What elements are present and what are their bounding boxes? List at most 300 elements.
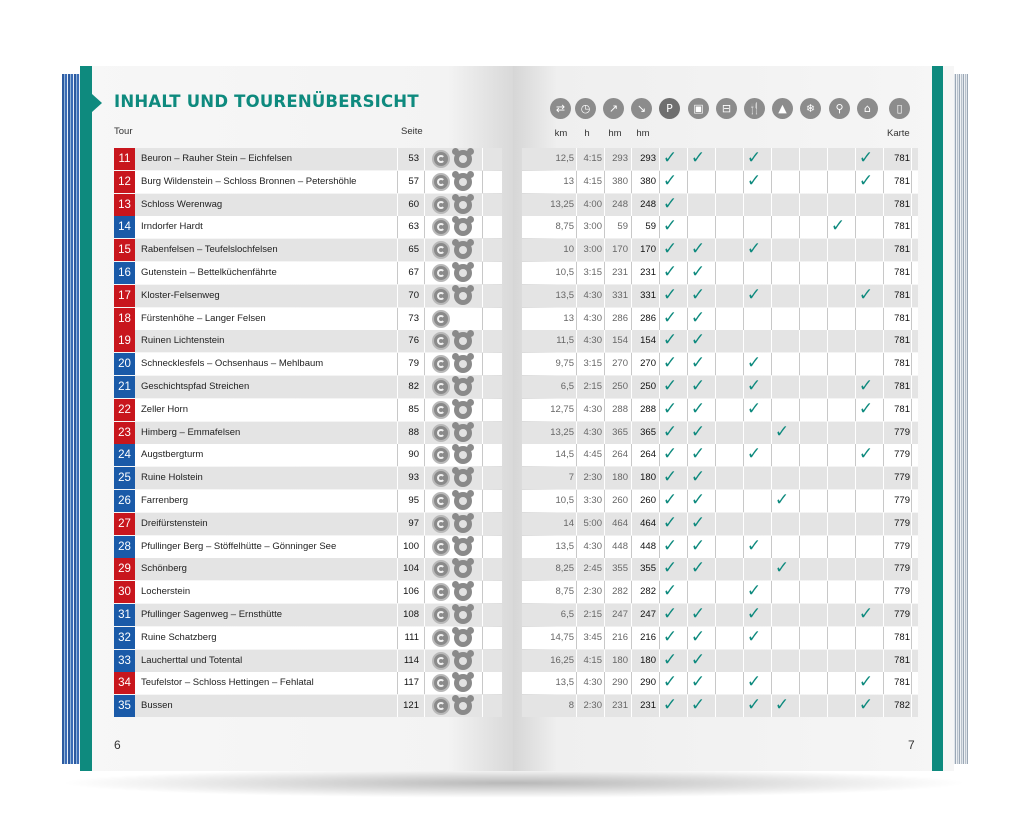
column-divider xyxy=(604,308,605,330)
checkmark-icon: ✓ xyxy=(662,421,678,442)
column-divider xyxy=(424,399,425,421)
tour-map: 781 xyxy=(894,312,910,324)
column-divider xyxy=(715,627,716,649)
column-divider xyxy=(911,148,912,170)
kids-bear-icon xyxy=(454,241,472,259)
tour-number-badge: 28 xyxy=(114,536,135,558)
tour-number-badge: 23 xyxy=(114,422,135,444)
column-divider xyxy=(883,467,884,489)
column-divider xyxy=(576,262,577,284)
checkmark-icon: ✓ xyxy=(690,558,706,579)
tour-page: 60 xyxy=(408,198,419,210)
column-divider xyxy=(743,216,744,238)
kids-bear-icon xyxy=(454,583,472,601)
tour-distance: 10 xyxy=(563,244,574,256)
column-divider xyxy=(799,330,800,352)
column-divider xyxy=(424,627,425,649)
column-divider xyxy=(883,581,884,603)
column-divider xyxy=(911,308,912,330)
tour-page: 106 xyxy=(403,586,419,598)
column-divider xyxy=(855,490,856,512)
tour-ascent: 448 xyxy=(612,540,628,552)
tour-page: 85 xyxy=(408,403,419,415)
tour-map: 781 xyxy=(894,244,910,256)
table-row-stats xyxy=(522,467,918,489)
tour-ascent: 231 xyxy=(612,267,628,278)
tour-page: 67 xyxy=(408,267,419,278)
column-divider xyxy=(687,216,688,238)
column-divider xyxy=(799,285,800,307)
checkmark-icon: ✓ xyxy=(662,490,678,510)
checkmark-icon: ✓ xyxy=(662,376,678,396)
tour-number-badge: 24 xyxy=(114,444,135,466)
tour-number-badge: 13 xyxy=(114,194,135,216)
table-row xyxy=(114,558,502,580)
tour-descent: 260 xyxy=(640,495,656,506)
kids-bear-icon xyxy=(454,446,472,464)
descent-icon: ↘ xyxy=(631,98,652,119)
column-divider xyxy=(715,604,716,626)
column-divider xyxy=(799,194,800,216)
column-divider xyxy=(604,695,605,717)
kids-bear-icon xyxy=(454,492,472,510)
column-divider xyxy=(424,513,425,535)
tour-duration: 4:15 xyxy=(583,654,602,666)
tour-name: Ruine Holstein xyxy=(141,472,203,484)
column-divider xyxy=(771,285,772,307)
column-divider xyxy=(715,239,716,261)
tour-page: 104 xyxy=(403,563,419,575)
tour-page: 97 xyxy=(408,517,419,529)
checkmark-icon: ✓ xyxy=(690,672,706,693)
column-divider xyxy=(827,262,828,284)
checkmark-icon: ✓ xyxy=(690,604,706,624)
tour-distance: 8,25 xyxy=(555,563,574,575)
column-divider xyxy=(631,490,632,512)
column-divider xyxy=(631,262,632,284)
tour-name: Geschichtspfad Streichen xyxy=(141,381,250,392)
table-row xyxy=(114,148,502,170)
column-divider xyxy=(911,672,912,694)
column-divider xyxy=(424,194,425,216)
column-divider xyxy=(771,467,772,489)
checkmark-icon: ✓ xyxy=(690,262,706,282)
table-row-stats xyxy=(522,148,918,170)
column-divider xyxy=(576,239,577,261)
table-row-stats xyxy=(522,194,918,216)
circular-route-icon xyxy=(432,332,450,350)
tour-descent: 247 xyxy=(640,609,656,620)
checkmark-icon: ✓ xyxy=(690,353,706,374)
tour-number-badge: 21 xyxy=(114,376,135,398)
kids-bear-icon xyxy=(454,401,472,419)
column-divider xyxy=(911,467,912,489)
checkmark-icon: ✓ xyxy=(858,376,874,396)
column-divider xyxy=(715,513,716,535)
column-divider xyxy=(883,695,884,717)
tour-distance: 13,25 xyxy=(550,198,574,210)
column-divider xyxy=(482,650,483,672)
circular-route-icon xyxy=(432,218,450,236)
column-divider xyxy=(482,695,483,717)
tour-number-badge: 16 xyxy=(114,262,135,284)
table-row-stats xyxy=(522,558,918,580)
column-divider xyxy=(715,262,716,284)
circular-route-icon xyxy=(432,538,450,556)
column-divider xyxy=(911,422,912,444)
tour-distance: 6,5 xyxy=(560,609,574,620)
column-divider xyxy=(424,490,425,512)
tour-descent: 180 xyxy=(640,472,656,484)
tour-number-badge: 20 xyxy=(114,353,135,375)
tour-duration: 5:00 xyxy=(583,517,602,529)
tour-name: Rabenfelsen – Teufelslochfelsen xyxy=(141,244,278,256)
clock-icon: ◷ xyxy=(575,98,596,119)
column-divider xyxy=(576,308,577,330)
column-divider xyxy=(883,148,884,170)
column-divider xyxy=(482,467,483,489)
column-divider xyxy=(687,171,688,193)
tour-descent: 264 xyxy=(640,449,656,461)
column-divider xyxy=(799,444,800,466)
tour-distance: 13,25 xyxy=(550,426,574,438)
column-divider xyxy=(855,581,856,603)
column-divider xyxy=(771,171,772,193)
tour-page: 88 xyxy=(408,426,419,438)
checkmark-icon: ✓ xyxy=(746,444,762,465)
column-divider xyxy=(576,194,577,216)
column-divider xyxy=(799,672,800,694)
tour-distance: 8,75 xyxy=(555,221,574,233)
column-divider xyxy=(631,216,632,238)
column-divider xyxy=(799,558,800,580)
column-divider xyxy=(576,399,577,421)
bicycle-icon: ⚲ xyxy=(829,98,850,119)
tour-page: 111 xyxy=(404,631,419,643)
checkmark-icon: ✓ xyxy=(662,581,678,602)
column-divider xyxy=(883,558,884,580)
column-divider xyxy=(771,353,772,375)
column-divider xyxy=(799,536,800,558)
column-divider xyxy=(743,262,744,284)
checkmark-icon: ✓ xyxy=(662,535,678,556)
tour-duration: 3:00 xyxy=(583,244,602,256)
column-divider xyxy=(631,148,632,170)
tour-ascent: 282 xyxy=(612,586,628,598)
tour-map: 781 xyxy=(894,403,910,415)
tour-name: Zeller Horn xyxy=(141,403,188,415)
tour-duration: 4:30 xyxy=(583,403,602,415)
column-divider xyxy=(743,422,744,444)
column-divider xyxy=(482,285,483,307)
column-divider xyxy=(576,672,577,694)
tour-duration: 4:30 xyxy=(583,312,602,324)
column-divider xyxy=(771,376,772,398)
column-divider xyxy=(631,285,632,307)
tour-number-badge: 18 xyxy=(114,308,135,330)
tour-map: 781 xyxy=(894,631,910,643)
tour-number-badge: 11 xyxy=(114,148,135,170)
column-divider xyxy=(911,285,912,307)
column-divider xyxy=(424,604,425,626)
column-divider xyxy=(631,444,632,466)
column-divider xyxy=(883,376,884,398)
column-divider xyxy=(827,399,828,421)
tour-number-badge: 19 xyxy=(114,330,135,352)
column-divider xyxy=(855,216,856,238)
kids-bear-icon xyxy=(454,629,472,647)
page-title: INHALT UND TOURENÜBERSICHT xyxy=(114,92,419,111)
accent-bar-left xyxy=(80,66,92,771)
column-divider xyxy=(631,581,632,603)
tour-name: Schönberg xyxy=(141,563,187,575)
column-divider xyxy=(424,467,425,489)
tour-distance: 14,5 xyxy=(555,449,574,461)
tour-page: 63 xyxy=(408,221,419,233)
circular-route-icon xyxy=(432,583,450,601)
tour-ascent: 216 xyxy=(612,631,628,643)
restaurant-icon: 🍴 xyxy=(744,98,765,119)
checkmark-icon: ✓ xyxy=(690,421,706,442)
column-divider xyxy=(827,285,828,307)
table-row xyxy=(114,239,502,261)
column-divider xyxy=(631,672,632,694)
column-divider xyxy=(576,627,577,649)
column-divider xyxy=(827,308,828,330)
column-divider xyxy=(883,216,884,238)
column-divider xyxy=(827,467,828,489)
table-row xyxy=(114,513,502,535)
column-divider xyxy=(883,422,884,444)
tour-name: Burg Wildenstein – Schloss Bronnen – Petershöhle xyxy=(141,175,357,187)
column-divider xyxy=(631,695,632,717)
column-divider xyxy=(715,285,716,307)
checkmark-icon: ✓ xyxy=(662,398,678,419)
checkmark-icon: ✓ xyxy=(662,193,678,214)
checkmark-icon: ✓ xyxy=(746,353,762,374)
checkmark-icon: ✓ xyxy=(774,490,790,510)
tour-map: 779 xyxy=(894,609,910,620)
tour-map: 782 xyxy=(894,700,910,712)
checkmark-icon: ✓ xyxy=(662,330,678,351)
column-divider xyxy=(799,627,800,649)
tour-distance: 13,5 xyxy=(555,677,574,689)
tour-distance: 9,75 xyxy=(555,358,574,370)
circular-route-icon xyxy=(432,264,450,282)
checkmark-icon: ✓ xyxy=(662,695,678,716)
column-divider xyxy=(911,262,912,284)
tour-ascent: 286 xyxy=(612,312,628,324)
kids-bear-icon xyxy=(454,355,472,373)
column-divider xyxy=(911,444,912,466)
tour-distance: 13,5 xyxy=(555,540,574,552)
column-divider xyxy=(799,353,800,375)
column-divider xyxy=(883,536,884,558)
column-divider xyxy=(631,513,632,535)
column-divider xyxy=(771,239,772,261)
column-divider xyxy=(604,490,605,512)
table-row-stats xyxy=(522,650,918,672)
table-row xyxy=(114,308,502,330)
kids-bear-icon xyxy=(454,606,472,624)
column-divider xyxy=(855,536,856,558)
circular-route-icon xyxy=(432,515,450,533)
column-divider xyxy=(799,262,800,284)
tour-distance: 11,5 xyxy=(556,335,574,347)
column-divider xyxy=(911,558,912,580)
circular-route-icon xyxy=(432,492,450,510)
tour-ascent: 170 xyxy=(612,244,628,256)
column-divider xyxy=(855,194,856,216)
column-divider xyxy=(482,490,483,512)
checkmark-icon: ✓ xyxy=(858,695,874,716)
table-row xyxy=(114,581,502,603)
tour-ascent: 59 xyxy=(617,221,628,233)
checkmark-icon: ✓ xyxy=(746,535,762,556)
column-divider xyxy=(482,330,483,352)
column-divider xyxy=(482,536,483,558)
column-divider xyxy=(799,376,800,398)
tour-number-badge: 15 xyxy=(114,239,135,261)
table-row-stats xyxy=(522,376,918,398)
tour-duration: 4:30 xyxy=(583,540,602,552)
checkmark-icon: ✓ xyxy=(662,626,678,647)
header-karte: Karte xyxy=(887,128,910,139)
column-divider xyxy=(576,467,577,489)
tour-duration: 2:30 xyxy=(583,586,602,598)
column-divider xyxy=(827,650,828,672)
tour-name: Augstbergturm xyxy=(141,449,204,461)
circular-route-icon xyxy=(432,697,450,715)
column-divider xyxy=(911,376,912,398)
column-divider xyxy=(715,536,716,558)
column-divider xyxy=(576,422,577,444)
circular-route-icon xyxy=(432,150,450,168)
tour-number-badge: 14 xyxy=(114,216,135,238)
column-divider xyxy=(687,194,688,216)
circular-route-icon xyxy=(432,652,450,670)
tour-page: 95 xyxy=(408,495,419,506)
table-row xyxy=(114,399,502,421)
column-divider xyxy=(827,239,828,261)
column-divider xyxy=(855,558,856,580)
checkmark-icon: ✓ xyxy=(746,284,762,305)
checkmark-icon: ✓ xyxy=(690,535,706,556)
column-divider xyxy=(855,353,856,375)
tour-duration: 4:00 xyxy=(583,198,602,210)
column-divider xyxy=(424,422,425,444)
column-divider xyxy=(631,353,632,375)
column-divider xyxy=(883,308,884,330)
column-divider xyxy=(911,650,912,672)
circular-route-icon xyxy=(432,469,450,487)
table-row-stats xyxy=(522,695,918,717)
column-divider xyxy=(715,490,716,512)
tour-name: Laucherttal und Totental xyxy=(141,654,243,666)
checkmark-icon: ✓ xyxy=(830,216,846,237)
table-row-stats xyxy=(522,581,918,603)
table-row-stats xyxy=(522,262,918,284)
column-divider xyxy=(771,262,772,284)
checkmark-icon: ✓ xyxy=(774,421,790,442)
table-row xyxy=(114,650,502,672)
table-row-stats xyxy=(522,536,918,558)
column-divider xyxy=(883,627,884,649)
column-divider xyxy=(631,239,632,261)
kids-bear-icon xyxy=(454,674,472,692)
column-divider xyxy=(631,422,632,444)
tour-page: 53 xyxy=(408,153,419,164)
column-divider xyxy=(482,216,483,238)
tour-page: 70 xyxy=(408,289,419,301)
column-divider xyxy=(424,262,425,284)
ascent-icon: ↗ xyxy=(603,98,624,119)
circular-route-icon xyxy=(432,606,450,624)
checkmark-icon: ✓ xyxy=(690,376,706,396)
checkmark-icon: ✓ xyxy=(746,695,762,716)
column-divider xyxy=(799,148,800,170)
column-divider xyxy=(827,330,828,352)
column-divider xyxy=(604,353,605,375)
checkmark-icon: ✓ xyxy=(662,604,678,624)
tour-ascent: 264 xyxy=(612,449,628,461)
tour-descent: 154 xyxy=(640,335,656,347)
kids-bear-icon xyxy=(454,515,472,533)
tour-map: 781 xyxy=(894,289,910,301)
kids-bear-icon xyxy=(454,332,472,350)
tour-name: Fürstenhöhe – Langer Felsen xyxy=(141,312,266,324)
tour-distance: 14,75 xyxy=(550,631,574,643)
column-divider xyxy=(743,467,744,489)
tour-map: 781 xyxy=(894,358,910,370)
column-divider xyxy=(424,376,425,398)
column-divider xyxy=(855,650,856,672)
tour-distance: 8,75 xyxy=(555,586,574,598)
column-divider xyxy=(604,330,605,352)
column-divider xyxy=(715,148,716,170)
table-row xyxy=(114,422,502,444)
tour-name: Teufelstor – Schloss Hettingen – Fehlatal xyxy=(141,677,314,689)
column-divider xyxy=(604,171,605,193)
tour-descent: 448 xyxy=(640,540,656,552)
column-divider xyxy=(799,399,800,421)
column-divider xyxy=(604,376,605,398)
checkmark-icon: ✓ xyxy=(662,467,678,488)
column-divider xyxy=(827,422,828,444)
column-divider xyxy=(799,171,800,193)
tour-distance: 12,5 xyxy=(555,153,574,164)
circular-route-icon xyxy=(432,401,450,419)
column-divider xyxy=(883,399,884,421)
tour-number-badge: 34 xyxy=(114,672,135,694)
checkmark-icon: ✓ xyxy=(746,170,762,191)
tour-ascent: 270 xyxy=(612,358,628,370)
column-divider xyxy=(827,536,828,558)
column-divider xyxy=(482,444,483,466)
column-divider xyxy=(855,308,856,330)
checkmark-icon: ✓ xyxy=(858,444,874,465)
column-divider xyxy=(604,285,605,307)
tour-name: Irndorfer Hardt xyxy=(141,221,203,233)
column-divider xyxy=(715,672,716,694)
checkmark-icon: ✓ xyxy=(774,558,790,579)
header-hm-up: hm xyxy=(608,128,622,139)
circular-route-icon xyxy=(432,173,450,191)
checkmark-icon: ✓ xyxy=(662,672,678,693)
tour-name: Locherstein xyxy=(141,586,191,598)
circular-route-icon xyxy=(432,446,450,464)
table-row xyxy=(114,330,502,352)
